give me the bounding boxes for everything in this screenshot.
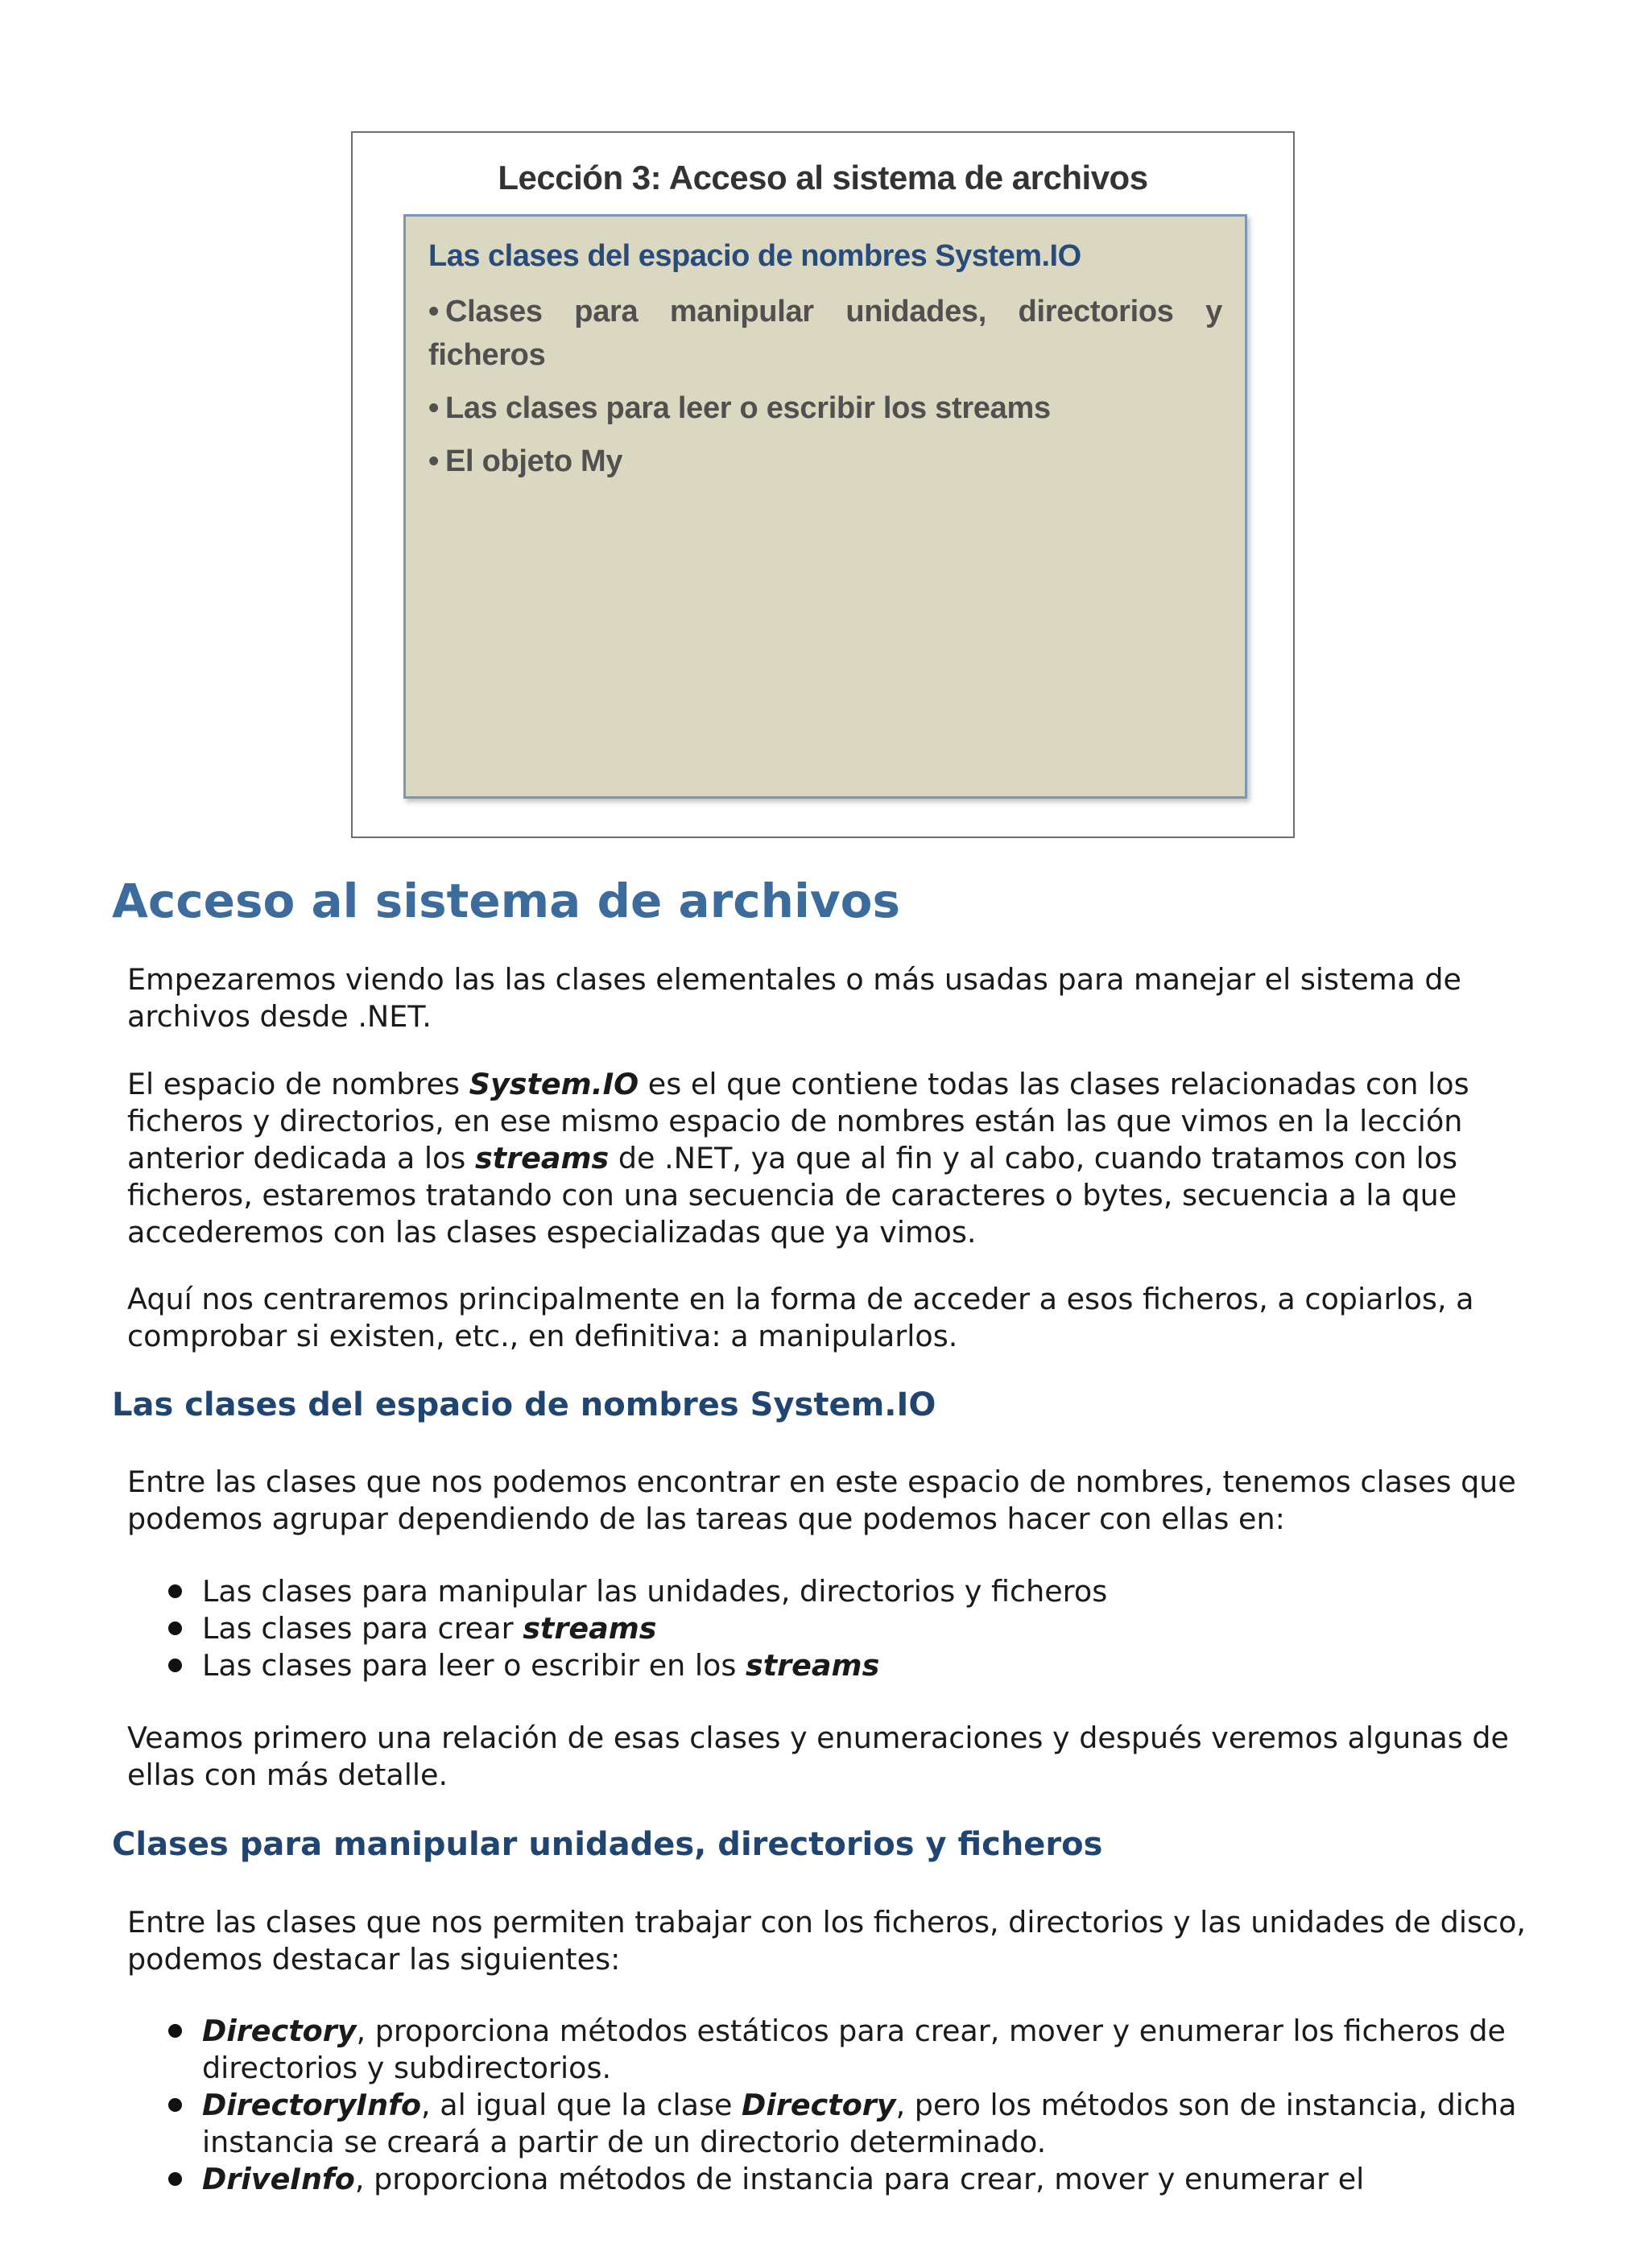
section-heading-manipular: Clases para manipular unidades, directorios y ficheros [112, 1826, 1103, 1863]
slide-title: Lección 3: Acceso al sistema de archivos [498, 159, 1148, 196]
text-span: El espacio de nombres [127, 1067, 469, 1101]
list-item-emphasis: streams [745, 1648, 880, 1683]
slide-bullet-text: El objeto My [445, 444, 623, 478]
list-item-text: , proporciona métodos de instancia para crear, mover y enumerar el [354, 2162, 1365, 2196]
list-item [127, 1610, 1528, 1647]
list-item-emphasis: streams [523, 1611, 657, 1646]
section1-paragraph-2: Veamos primero una relación de esas clases y enumeraciones y después veremos algunas de ellas con más detalle. [127, 1721, 1510, 1792]
section2-list [127, 2013, 1528, 2198]
slide-box-title: Las clases del espacio de nombres System.IO [428, 239, 1081, 273]
bullet-icon: • [428, 444, 440, 478]
slide-bullet [428, 386, 1222, 430]
list-item-text: Las clases para manipular las unidades, directorios y ficheros [202, 1574, 1108, 1609]
list-item-text: , proporciona métodos estáticos para crear, mover y enumerar los ficheros de directorios y subdirectorios. [202, 2014, 1506, 2085]
list-item-text: , pero los métodos son de instancia, dicha instancia se creará a partir de un directorio determinado. [202, 2088, 1517, 2159]
section1-paragraph-1: Entre las clases que nos podemos encontrar en este espacio de nombres, tenemos clases que podemos agrupar dependiendo de las tareas que podemos hacer con ellas en: [127, 1464, 1516, 1536]
slide-bullet-text: Clases para manipular unidades, directorios y ficheros [428, 295, 1222, 372]
list-item-text: Las clases para crear [202, 1611, 523, 1646]
intro-paragraph-1: Empezaremos viendo las las clases elementales o más usadas para manejar el sistema de archivos desde .NET. [127, 962, 1461, 1034]
page-title: Acceso al sistema de archivos [112, 874, 901, 928]
class-name: Directory [742, 2088, 896, 2122]
slide-bullet-text: Las clases para leer o escribir los streams [445, 391, 1051, 425]
bullet-icon: • [428, 391, 440, 425]
slide-bullet [428, 290, 1222, 377]
bullet-icon: • [428, 295, 440, 328]
emphasis-streams: streams [474, 1141, 610, 1175]
intro-paragraph-2 [127, 1066, 1528, 1251]
list-item-text: Las clases para leer o escribir en los [202, 1648, 746, 1683]
text-span: de .NET, ya que al fin y al cabo, cuando tratamos con los ficheros, estaremos tratando con una secuencia de caracteres o bytes, secuencia a la que accederemos con las clases especializadas que ya vimos. [127, 1141, 1458, 1250]
list-item [127, 2161, 1528, 2198]
section-heading-system-io: Las clases del espacio de nombres System.IO [112, 1386, 936, 1423]
class-name: DirectoryInfo [202, 2088, 422, 2122]
slide-image [351, 131, 1295, 838]
intro-paragraph-3: Aquí nos centraremos principalmente en la forma de acceder a esos ficheros, a copiarlos, a comprobar si existen, etc., en definitiva: a manipularlos. [127, 1282, 1474, 1353]
list-item [127, 2087, 1528, 2161]
section2-paragraph-1: Entre las clases que nos permiten trabajar con los ficheros, directorios y las unidades de disco, podemos destacar las siguientes: [127, 1905, 1527, 1977]
text-span: es el que contiene todas las clases relacionadas con los ficheros y directorios, en ese mismo espacio de nombres están las que vimos en la lección anterior dedicada a los [127, 1067, 1469, 1175]
list-item [127, 2013, 1528, 2087]
class-name: DriveInfo [202, 2162, 355, 2196]
class-name: Directory [202, 2014, 357, 2048]
list-item [127, 1647, 1528, 1684]
emphasis-system-io: System.IO [469, 1067, 639, 1101]
slide-bullet [428, 440, 1222, 483]
list-item-text: , al igual que la clase [421, 2088, 742, 2122]
list-item [127, 1573, 1528, 1610]
slide-bullet-list [428, 290, 1222, 483]
section1-list [127, 1573, 1528, 1684]
slide-content-box [403, 214, 1247, 799]
